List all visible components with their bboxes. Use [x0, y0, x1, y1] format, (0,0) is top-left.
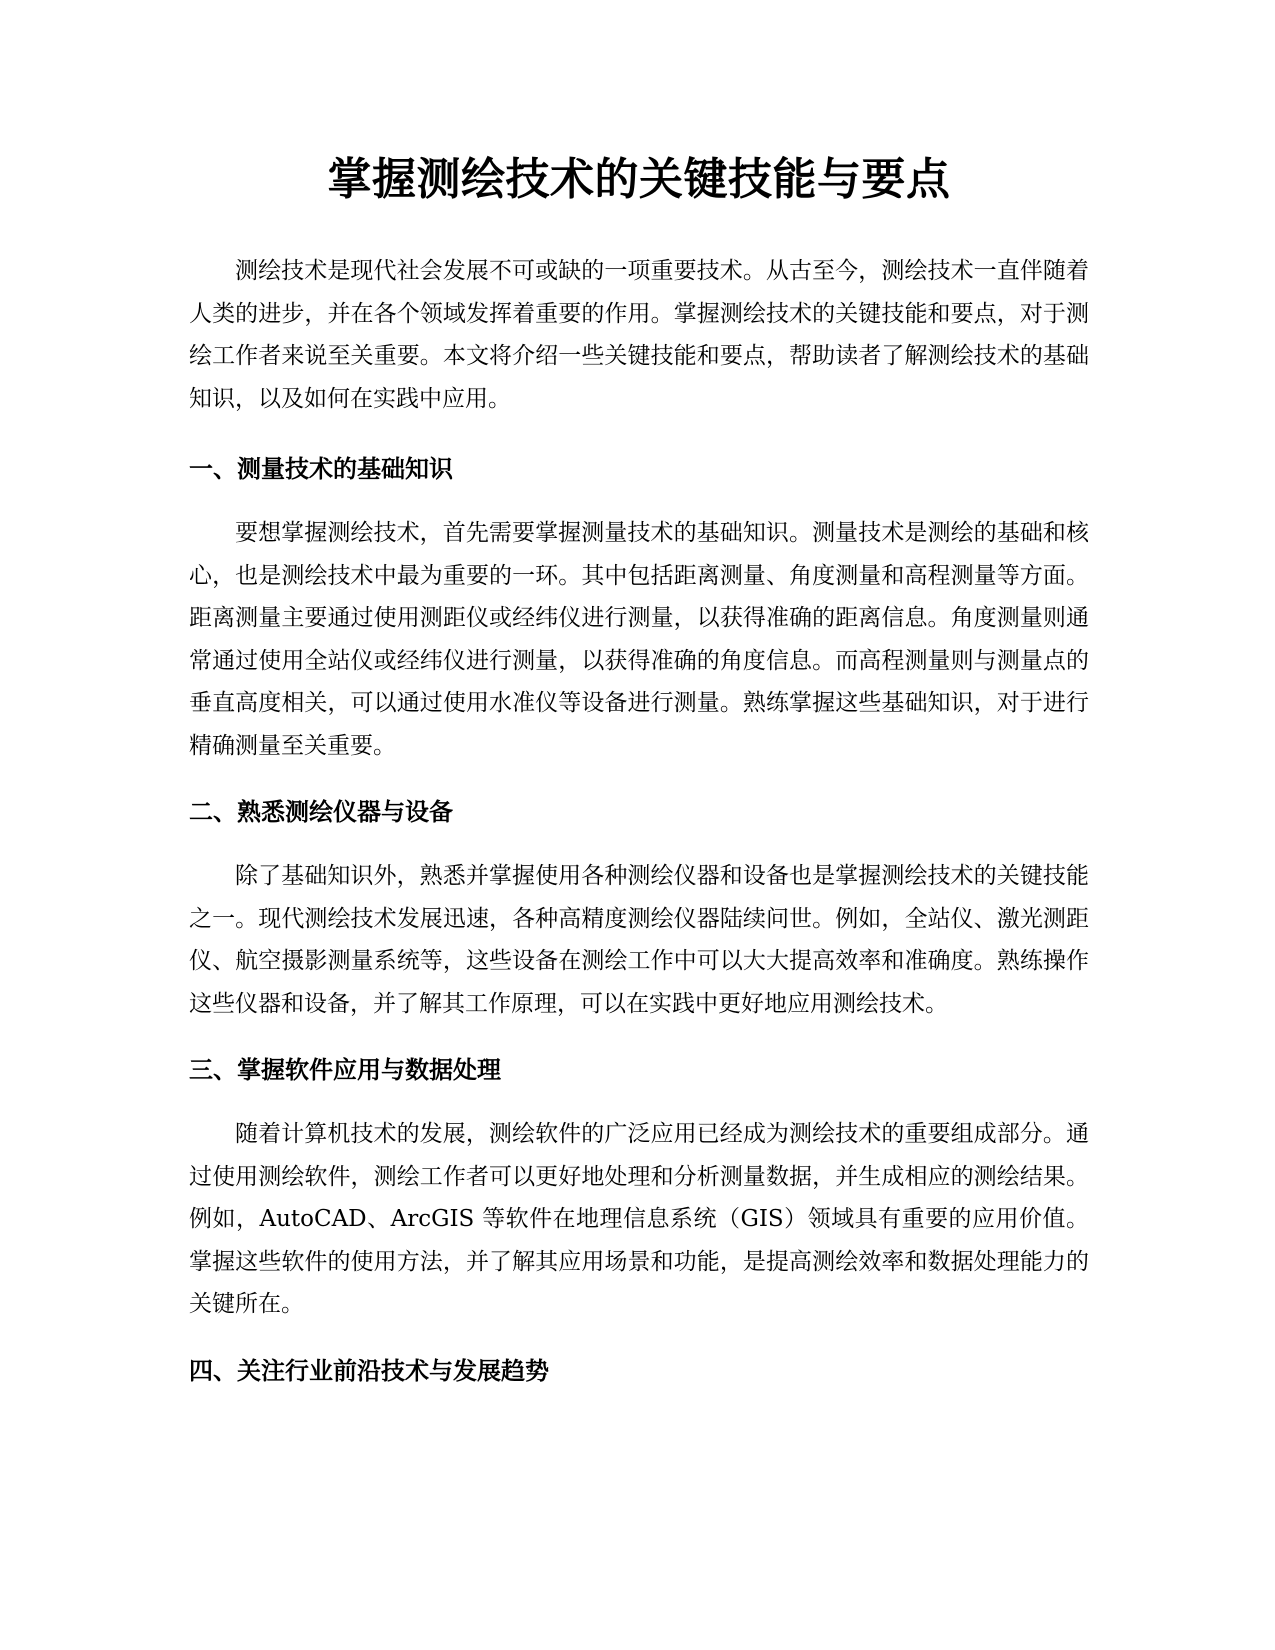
intro-paragraph: 测绘技术是现代社会发展不可或缺的一项重要技术。从古至今，测绘技术一直伴随着人类的进步，并在各个领域发挥着重要的作用。掌握测绘技术的关键技能和要点，对于测绘工作者来说至关重要。本文将介绍一些关键技能和要点，帮助读者了解测绘技术的基础知识，以及如何在实践中应用。 — [189, 258, 1089, 412]
section-heading-3: 三、掌握软件应用与数据处理 — [189, 1056, 501, 1084]
section-body-2: 除了基础知识外，熟悉并掌握使用各种测绘仪器和设备也是掌握测绘技术的关键技能之一。现代测绘技术发展迅速，各种高精度测绘仪器陆续问世。例如，全站仪、激光测距仪、航空摄影测量系统等，这些设备在测绘工作中可以大大提高效率和准确度。熟练操作这些仪器和设备，并了解其工作原理，可以在实践中更好地应用测绘技术。 — [189, 863, 1089, 1017]
section-heading-2: 二、熟悉测绘仪器与设备 — [189, 798, 453, 826]
section-body-1: 要想掌握测绘技术，首先需要掌握测量技术的基础知识。测量技术是测绘的基础和核心，也是测绘技术中最为重要的一环。其中包括距离测量、角度测量和高程测量等方面。距离测量主要通过使用测距仪或经纬仪进行测量，以获得准确的距离信息。角度测量则通常通过使用全站仪或经纬仪进行测量，以获得准确的角度信息。而高程测量则与测量点的垂直高度相关，可以通过使用水准仪等设备进行测量。熟练掌握这些基础知识，对于进行精确测量至关重要。 — [189, 520, 1089, 759]
document-title: 掌握测绘技术的关键技能与要点 — [327, 154, 951, 205]
document-body — [189, 150, 1089, 1388]
section-body-3: 随着计算机技术的发展，测绘软件的广泛应用已经成为测绘技术的重要组成部分。通过使用测绘软件，测绘工作者可以更好地处理和分析测量数据，并生成相应的测绘结果。例如，AutoCAD、ArcGIS 等软件在地理信息系统（GIS）领域具有重要的应用价值。掌握这些软件的使用方法，并了解其应用场景和功能，是提高测绘效率和数据处理能力的关键所在。 — [189, 1121, 1089, 1317]
section-heading-1: 一、测量技术的基础知识 — [189, 455, 453, 483]
section-heading-4: 四、关注行业前沿技术与发展趋势 — [189, 1356, 549, 1385]
